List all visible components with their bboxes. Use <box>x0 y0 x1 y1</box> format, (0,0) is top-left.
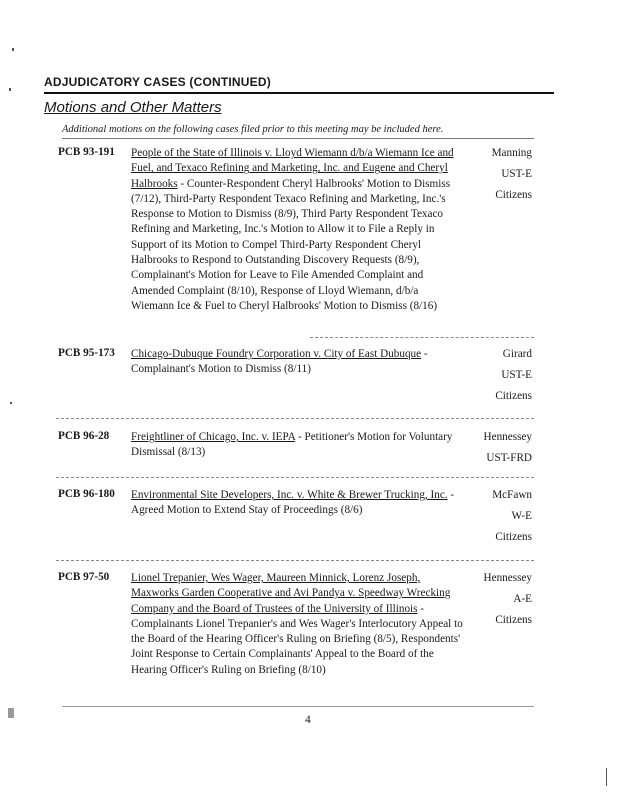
case-category: UST-FRD <box>486 452 532 464</box>
case-party: Citizens <box>495 531 532 543</box>
scan-speck <box>606 768 607 786</box>
footer-rule <box>62 706 534 707</box>
board-member: McFawn <box>492 489 532 501</box>
board-member: Girard <box>502 348 532 360</box>
case-motions: - Counter-Respondent Cheryl Halbrooks' Motion to Dismiss (7/12), Third-Party Respondent Texaco Refining and Marketing, Inc.'s Response to Motion to Dismiss (8/9), Third Party Respondent Texaco Refining and Marketing, Inc.'s Motion to Allow it to File a Reply in Support of its Motion to Compel Third-Party Respondent Cheryl Halbrooks to Respond to Outstanding Discovery Requests (8/9), Complainant's Motion for Leave to File Amended Complaint and Amended Complaint (8/10), Response of Lloyd Wiemann, d/b/a Wiemann Ice & Fuel to Cheryl Halbrooks' Motion to Dismiss (8/16) <box>131 177 451 312</box>
case-party: Citizens <box>495 614 532 626</box>
intro-rule <box>62 138 534 139</box>
case-category: UST-E <box>501 168 532 180</box>
case-description <box>131 146 463 314</box>
case-title: Freightliner of Chicago, Inc. v. IEPA <box>131 431 296 443</box>
case-description <box>131 488 463 519</box>
case-meta <box>452 347 532 410</box>
case-number: PCB 96-180 <box>58 488 115 500</box>
subsection-title: Motions and Other Matters <box>44 99 222 116</box>
case-meta <box>452 430 532 472</box>
case-number: PCB 97-50 <box>58 571 110 583</box>
case-number: PCB 93-191 <box>58 146 115 158</box>
case-meta <box>452 146 532 209</box>
row-divider <box>310 337 534 338</box>
case-motions: - Agreed Motion to Extend Stay of Proceedings (8/6) <box>131 489 455 517</box>
case-number: PCB 96-28 <box>58 430 110 442</box>
case-motions: - Complainant's Motion to Dismiss (8/11) <box>131 348 428 376</box>
case-meta <box>452 571 532 634</box>
case-description <box>131 430 463 461</box>
intro-note: Additional motions on the following cases filed prior to this meeting may be included here. <box>62 124 444 135</box>
case-title: People of the State of Illinois v. Lloyd Wiemann d/b/a Wiemann Ice and Fuel, and Texaco Refining and Marketing, Inc. and Eugene and Cheryl Halbrooks <box>131 147 454 190</box>
case-description <box>131 571 463 678</box>
row-divider <box>56 477 534 478</box>
case-category: A-E <box>513 593 532 605</box>
page-number: 4 <box>305 714 311 726</box>
board-member: Hennessey <box>483 431 532 443</box>
case-party: Citizens <box>495 189 532 201</box>
case-meta <box>452 488 532 551</box>
scan-speck <box>12 48 14 51</box>
case-category: W-E <box>511 510 532 522</box>
row-divider <box>56 418 534 419</box>
scan-speck <box>9 88 11 91</box>
row-divider <box>56 560 534 561</box>
case-title: Lionel Trepanier, Wes Wager, Maureen Minnick, Lorenz Joseph, Maxworks Garden Cooperative and Avi Pandya v. Speedway Wrecking Company and the Board of Trustees of the University of Illinois <box>131 572 451 615</box>
case-title: Chicago-Dubuque Foundry Corporation v. City of East Dubuque <box>131 348 422 360</box>
scan-speck <box>10 402 12 404</box>
scan-speck <box>8 708 14 718</box>
case-party: Citizens <box>495 390 532 402</box>
board-member: Hennessey <box>483 572 532 584</box>
case-motions: - Petitioner's Motion for Voluntary Dismissal (8/13) <box>131 431 453 459</box>
case-category: UST-E <box>501 369 532 381</box>
section-header: ADJUDICATORY CASES (CONTINUED) <box>44 75 271 89</box>
case-title: Environmental Site Developers, Inc. v. White & Brewer Trucking, Inc. <box>131 489 448 501</box>
case-description <box>131 347 463 378</box>
case-motions: - Complainants Lionel Trepanier's and Wes Wager's Interlocutory Appeal to the Board of the Hearing Officer's Ruling on Briefing (8/5), Respondents' Joint Response to Certain Complainants' Appeal to the Board of the Hearing Officer's Ruling on Briefing (8/10) <box>131 602 463 676</box>
case-number: PCB 95-173 <box>58 347 115 359</box>
board-member: Manning <box>491 147 532 159</box>
header-rule <box>44 92 554 94</box>
